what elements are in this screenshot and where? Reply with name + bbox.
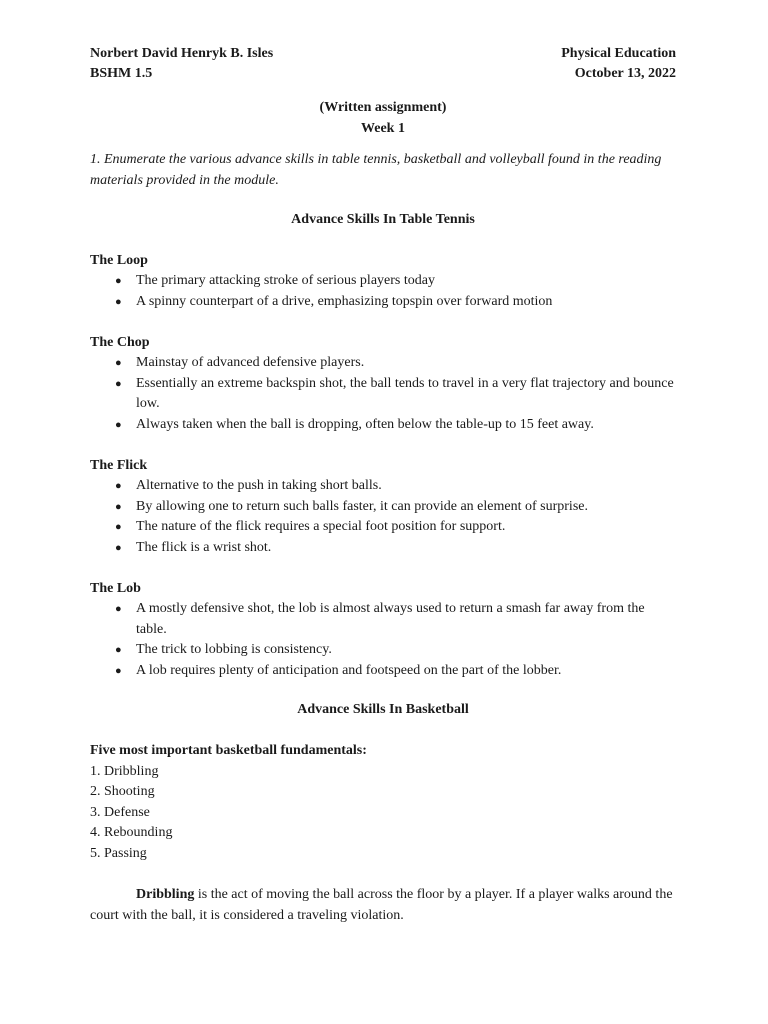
skill-title: The Flick (90, 458, 148, 473)
bullet-dot-icon: ● (115, 644, 122, 656)
header-row-2 (90, 64, 676, 84)
header-row-1 (90, 44, 676, 64)
skill-bullet-list (90, 476, 676, 558)
bullet-item (115, 353, 676, 374)
skill-bullet-list (90, 599, 676, 681)
bullet-text: Always taken when the ball is dropping, often below the table-up to 15 feet away. (136, 416, 594, 432)
skill-title: The Loop (90, 253, 148, 268)
bullet-dot-icon: ● (115, 295, 122, 308)
bullet-dot-icon: ● (115, 500, 122, 513)
bullet-dot-icon: ● (115, 603, 122, 615)
basketball-heading: Advance Skills In Basketball (297, 702, 469, 717)
fundamental-item: 3. Defense (90, 804, 150, 820)
bullet-text: The flick is a wrist shot. (136, 539, 272, 555)
fundamental-item: 1. Dribbling (90, 763, 159, 779)
bullet-item (115, 476, 676, 497)
assignment-week: Week 1 (361, 121, 405, 136)
skill-bullet-list (90, 271, 676, 312)
bullet-dot-icon: ● (115, 541, 122, 554)
bullet-text: The nature of the flick requires a special foot position for support. (136, 519, 506, 534)
skill-block (90, 332, 676, 435)
bullet-item (115, 640, 676, 661)
fundamental-item: 5. Passing (90, 845, 147, 861)
bullet-item (115, 271, 676, 292)
bullet-item (115, 415, 676, 436)
fundamental-item: 4. Rebounding (90, 825, 173, 840)
bullet-text: The primary attacking stroke of serious players today (136, 273, 435, 288)
bullet-dot-icon: ● (115, 275, 122, 287)
bullet-dot-icon: ● (115, 377, 122, 390)
bullet-text: A spinny counterpart of a drive, emphasizing topspin over forward motion (136, 293, 553, 309)
bullet-text: Mainstay of advanced defensive players. (136, 355, 365, 370)
bullet-item (115, 661, 676, 682)
bullet-item (115, 497, 676, 518)
table-tennis-heading: Advance Skills In Table Tennis (291, 212, 475, 227)
fundamentals-list (90, 762, 676, 865)
fundamental-item: 2. Shooting (90, 784, 155, 799)
bullet-dot-icon: ● (115, 521, 122, 533)
subject: Physical Education (561, 46, 676, 61)
fundamentals-title: Five most important basketball fundamentals: (90, 743, 367, 758)
title-block (90, 97, 676, 139)
bullet-text: Essentially an extreme backspin shot, the ball tends to travel in a very flat trajectory and bounce low. (136, 375, 674, 411)
assignment-date: October 13, 2022 (574, 66, 676, 81)
skill-title: The Lob (90, 581, 141, 596)
bullet-dot-icon: ● (115, 357, 122, 369)
bullet-item (115, 292, 676, 313)
skill-title: The Chop (90, 335, 150, 350)
bullet-text: A lob requires plenty of anticipation and footspeed on the part of the lobber. (136, 662, 562, 678)
skill-block (90, 250, 676, 312)
bullet-text: The trick to lobbing is consistency. (136, 642, 332, 657)
student-name: Norbert David Henryk B. Isles (90, 46, 274, 61)
skill-block (90, 455, 676, 558)
dribbling-term: Dribbling (136, 887, 195, 902)
bullet-text: Alternative to the push in taking short balls. (136, 478, 382, 493)
bullet-dot-icon: ● (115, 664, 122, 677)
bullet-item (115, 374, 676, 415)
bullet-text: A mostly defensive shot, the lob is almost always used to return a smash far away from the table. (136, 601, 645, 637)
bullet-dot-icon: ● (115, 480, 122, 492)
skill-block (90, 578, 676, 681)
bullet-text: By allowing one to return such balls faster, it can provide an element of surprise. (136, 498, 588, 514)
dribbling-text: is the act of moving the ball across the floor by a player. If a player walks around the court with the ball, it is considered a traveling violation. (90, 887, 673, 923)
dribbling-paragraph (90, 884, 676, 926)
bullet-item (115, 538, 676, 559)
bullet-dot-icon: ● (115, 418, 122, 431)
bullet-item (115, 599, 676, 640)
bullet-item (115, 517, 676, 538)
question-text: 1. Enumerate the various advance skills in table tennis, basketball and volleyball found in the reading materials provided in the module. (90, 152, 662, 188)
table-tennis-skills (90, 250, 676, 681)
assignment-type: (Written assignment) (319, 100, 447, 115)
student-section: BSHM 1.5 (90, 66, 153, 81)
skill-bullet-list (90, 353, 676, 435)
